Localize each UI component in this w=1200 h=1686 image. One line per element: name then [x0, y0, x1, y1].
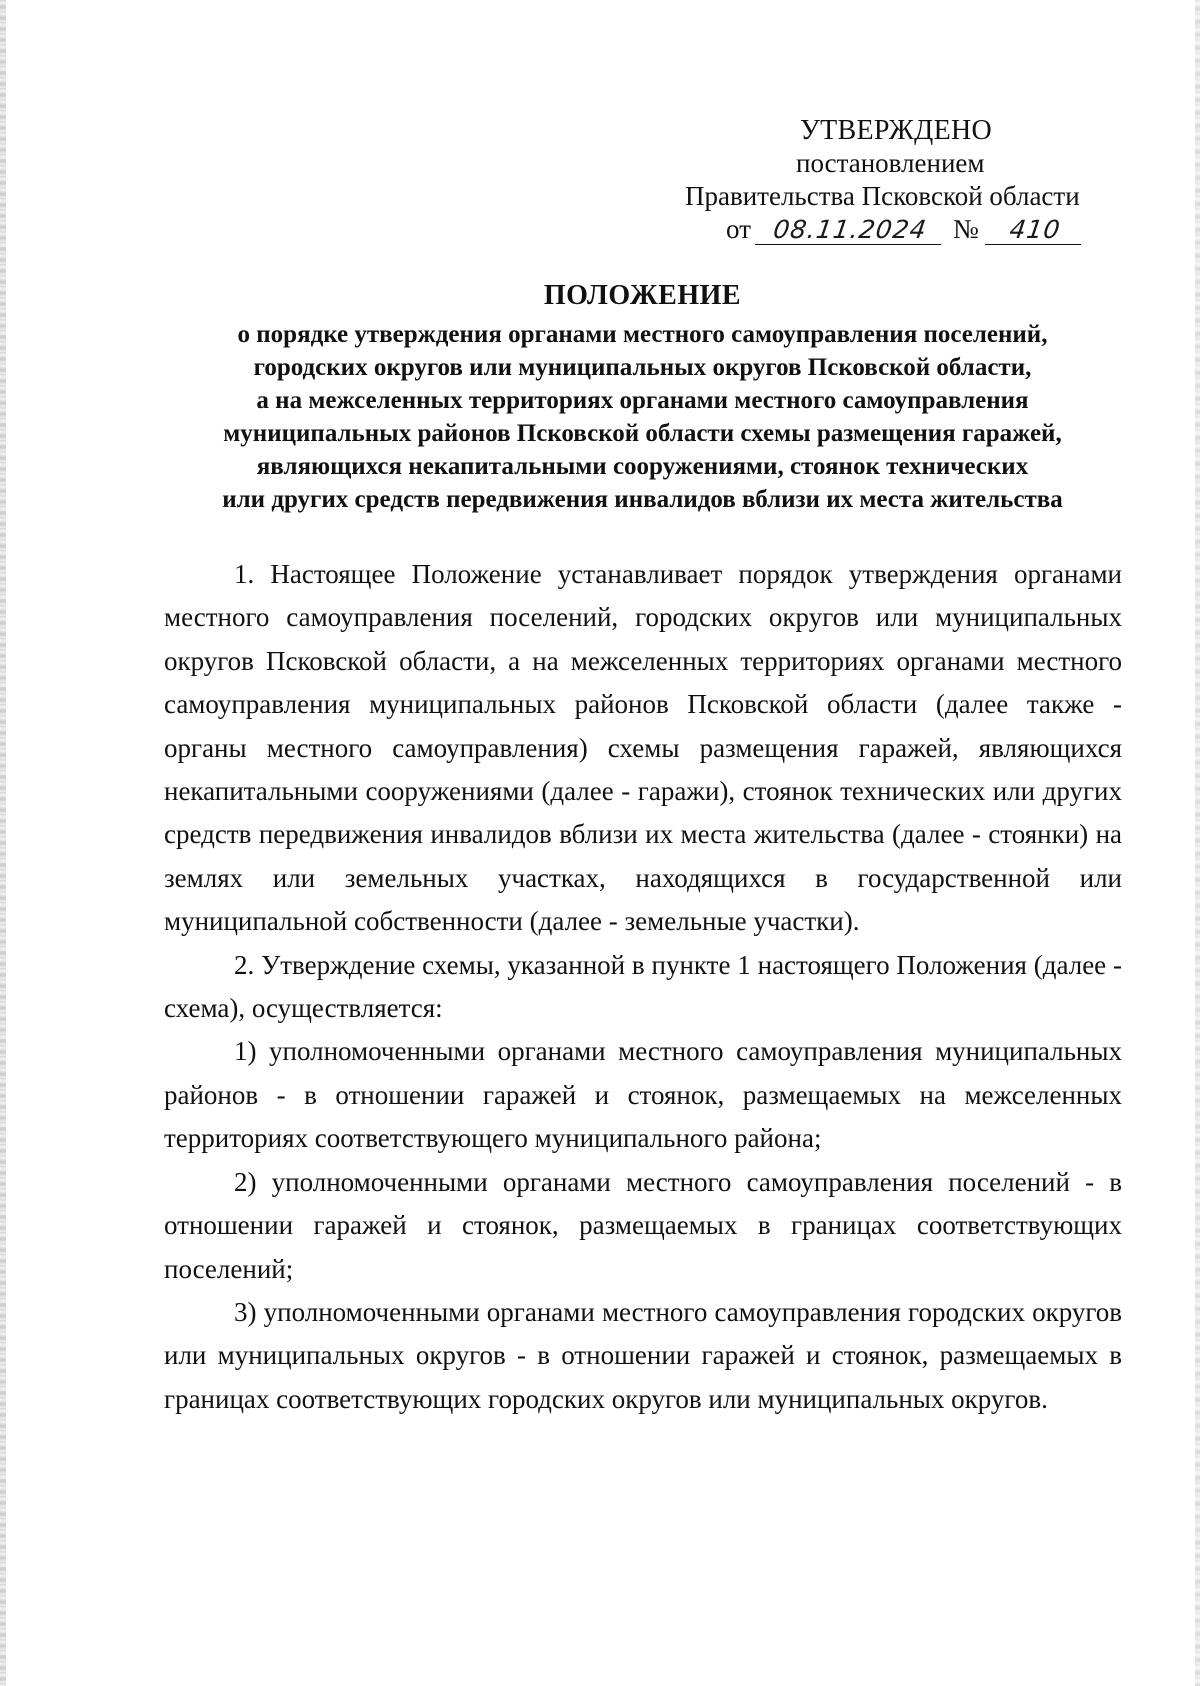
approval-from-label: от [726, 214, 751, 244]
approval-stamp-block [640, 114, 1120, 246]
handwritten-number: 410 [985, 216, 1085, 245]
paragraph-2: 2. Утверждение схемы, указанной в пункте 1 настоящего Положения (далее - схема), осуществляется: [164, 949, 1122, 1024]
approval-word: УТВЕРЖДЕНО [800, 115, 993, 146]
document-body [164, 553, 1122, 1421]
subtitle-line: о порядке утверждения органами местного самоуправления поселений, [237, 321, 1048, 348]
paragraph-1: 1. Настоящее Положение устанавливает порядок утверждения органами местного самоуправления поселений, городских округов или муниципальных округов Псковской области, а на межселенных территориях органами местного самоуправления муниципальных районов Псковской области (далее также - органы местного самоуправления) схемы размещения гаражей, являющихся некапитальными сооружениями (далее - гаражи), стоянок технических или других средств передвижения инвалидов вблизи их места жительства (далее - стоянки) на землях или земельных участках, находящихся в государственной или муниципальной собственности (далее - земельные участки). [164, 559, 1122, 937]
subtitle-line: а на межселенных территориях органами местного самоуправления [256, 387, 1029, 414]
subparagraph-1: 1) уполномоченными органами местного самоуправления муниципальных районов - в отношении гаражей и стоянок, размещаемых на межселенных территориях соответствующего муниципального района; [164, 1036, 1122, 1154]
approval-line-resolution: постановлением [796, 148, 985, 178]
handwritten-date: 08.11.2024 [755, 216, 945, 245]
scan-edge-left [0, 0, 6, 1686]
document-title: ПОЛОЖЕНИЕ [543, 280, 742, 311]
document-subtitle [150, 318, 1135, 516]
subparagraph-2: 2) уполномоченными органами местного самоуправления поселений - в отношении гаражей и стоянок, размещаемых в границах соответствующих поселений; [164, 1166, 1122, 1284]
subtitle-line: муниципальных районов Псковской области схемы размещения гаражей, [223, 420, 1062, 447]
approval-date-number-line [640, 213, 1120, 246]
approval-line-government: Правительства Псковской области [685, 181, 1080, 211]
subtitle-line: являющихся некапитальными сооружениями, стоянок технических [256, 453, 1029, 480]
subtitle-line: городских округов или муниципальных округов Псковской области, [253, 354, 1032, 381]
subtitle-line: или других средств передвижения инвалидов вблизи их места жительства [222, 486, 1063, 513]
subparagraph-3: 3) уполномоченными органами местного самоуправления городских округов или муниципальных округов - в отношении гаражей и стоянок, размещаемых в границах соответствующих городских округов или муниципальных округов. [164, 1296, 1122, 1414]
approval-number-label: № [952, 214, 979, 244]
scan-edge-right [1195, 0, 1200, 1686]
